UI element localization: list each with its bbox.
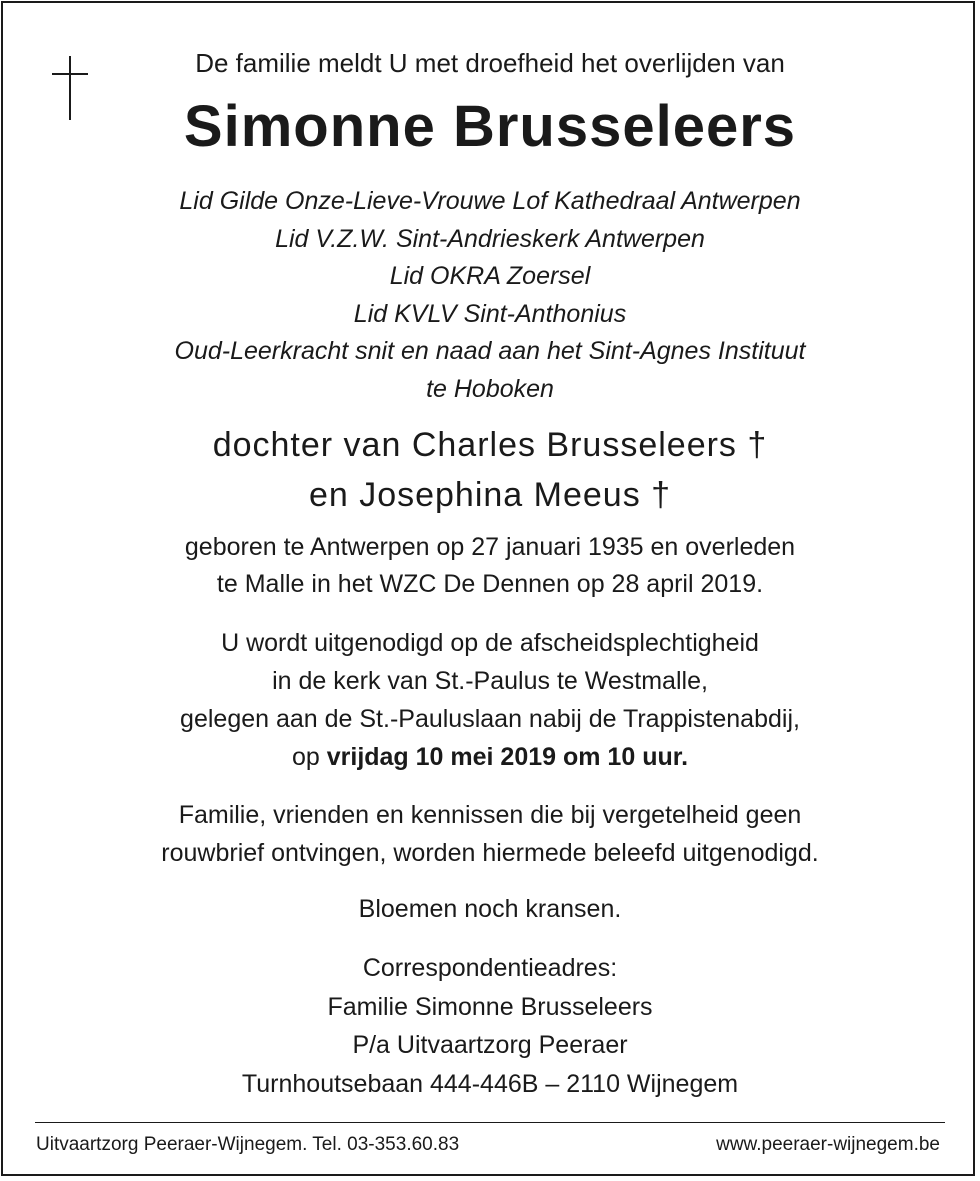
footer-contact: Uitvaartzorg Peeraer-Wijnegem. Tel. 03-353.60.83 — [36, 1134, 460, 1155]
invitation-date-prefix: op — [291, 743, 327, 771]
membership-line: Lid V.Z.W. Sint-Andrieskerk Antwerpen — [275, 224, 705, 253]
membership-line: Lid OKRA Zoersel — [389, 262, 591, 291]
correspondence-block — [0, 949, 980, 1103]
correspondence-line: Correspondentieadres: — [362, 954, 618, 982]
membership-line: Lid KVLV Sint-Anthonius — [353, 299, 627, 328]
invitation-line: gelegen aan de St.-Pauluslaan nabij de Trappistenabdij, — [180, 705, 800, 733]
footer-website: www.peeraer-wijnegem.be — [716, 1134, 940, 1155]
membership-line: Oud-Leerkracht snit en naad aan het Sint-Agnes Instituut — [174, 337, 806, 366]
correspondence-line: Familie Simonne Brusseleers — [327, 992, 653, 1021]
parents-line: en Josephina Meeus † — [308, 476, 672, 514]
family-note-block — [0, 796, 980, 872]
intro-line: De familie meldt U met droefheid het overlijden van — [195, 48, 785, 78]
invitation-block — [0, 624, 980, 776]
parents-line: dochter van Charles Brusseleers † — [212, 426, 768, 464]
flowers-note: Bloemen noch kransen. — [358, 895, 622, 923]
deceased-name: Simonne Brusseleers — [183, 94, 797, 159]
invitation-date-line — [0, 738, 980, 776]
born-died-line: geboren te Antwerpen op 27 januari 1935 en overleden — [184, 533, 796, 561]
correspondence-line: P/a Uitvaartzorg Peeraer — [352, 1031, 628, 1059]
memberships-block — [0, 183, 980, 409]
footer-divider — [35, 1122, 945, 1123]
family-note-line: Familie, vrienden en kennissen die bij vergetelheid geen — [178, 801, 802, 829]
invitation-date: vrijdag 10 mei 2019 om 10 uur. — [326, 743, 689, 771]
born-died-block — [0, 529, 980, 603]
membership-line: te Hoboken — [426, 374, 554, 403]
born-died-line: te Malle in het WZC De Dennen op 28 april 2019. — [216, 570, 764, 598]
invitation-line: in de kerk van St.-Paulus te Westmalle, — [272, 667, 708, 695]
correspondence-line: Turnhoutsebaan 444-446B – 2110 Wijnegem — [241, 1069, 739, 1098]
parents-block — [0, 420, 980, 520]
invitation-line: U wordt uitgenodigd op de afscheidsplechtigheid — [221, 629, 759, 657]
family-note-line: rouwbrief ontvingen, worden hiermede beleefd uitgenodigd. — [161, 839, 819, 867]
membership-line: Lid Gilde Onze-Lieve-Vrouwe Lof Kathedraal Antwerpen — [179, 187, 801, 215]
